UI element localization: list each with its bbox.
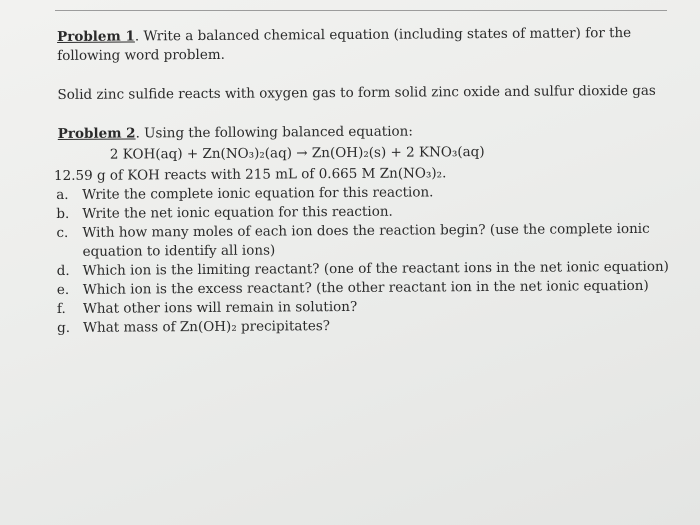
part-marker: d. <box>56 262 70 280</box>
problem-2 <box>58 121 678 144</box>
word-problem-statement: Solid zinc sulfide reacts with oxygen gas to form solid zinc oxide and sulfur dioxide gas <box>57 82 656 103</box>
part-text: What mass of Zn(OH)₂ precipitates? <box>83 318 331 336</box>
problem-2-text: . Using the following balanced equation: <box>135 123 413 142</box>
part-text: Write the complete ionic equation for this reaction. <box>82 184 434 203</box>
given-quantities: 12.59 g of KOH reacts with 215 mL of 0.665 M Zn(NO₃)₂. <box>53 165 447 185</box>
part-marker: g. <box>57 319 71 337</box>
question-part-c <box>58 220 678 262</box>
part-marker: b. <box>56 205 70 223</box>
worksheet-content <box>53 24 679 338</box>
problem-2-label: Problem 2 <box>57 125 136 142</box>
problem-1 <box>57 24 677 66</box>
balanced-equation: 2 KOH(aq) + Zn(NO₃)₂(aq) → Zn(OH)₂(s) + 2 KNO₃(aq) <box>109 144 485 163</box>
part-text: Which ion is the limiting reactant? (one of the reactant ions in the net ionic equation) <box>82 258 669 279</box>
question-parts <box>58 182 679 338</box>
question-part-g <box>59 315 679 338</box>
part-marker: a. <box>56 186 69 204</box>
part-marker: c. <box>56 224 69 242</box>
part-text: What other ions will remain in solution? <box>82 298 358 317</box>
problem-1-label: Problem 1 <box>57 28 135 45</box>
part-text: With how many moles of each ion does the reaction begin? (use the complete ionic equation to identify all ions) <box>82 220 650 260</box>
problem-1-text: . Write a balanced chemical equation (including states of matter) for the following word problem. <box>57 24 632 64</box>
part-marker: e. <box>56 281 70 299</box>
top-rule <box>55 10 667 11</box>
part-text: Which ion is the excess reactant? (the other reactant ion in the net ionic equation) <box>82 277 649 298</box>
part-text: Write the net ionic equation for this reaction. <box>82 203 393 222</box>
part-marker: f. <box>56 300 66 318</box>
